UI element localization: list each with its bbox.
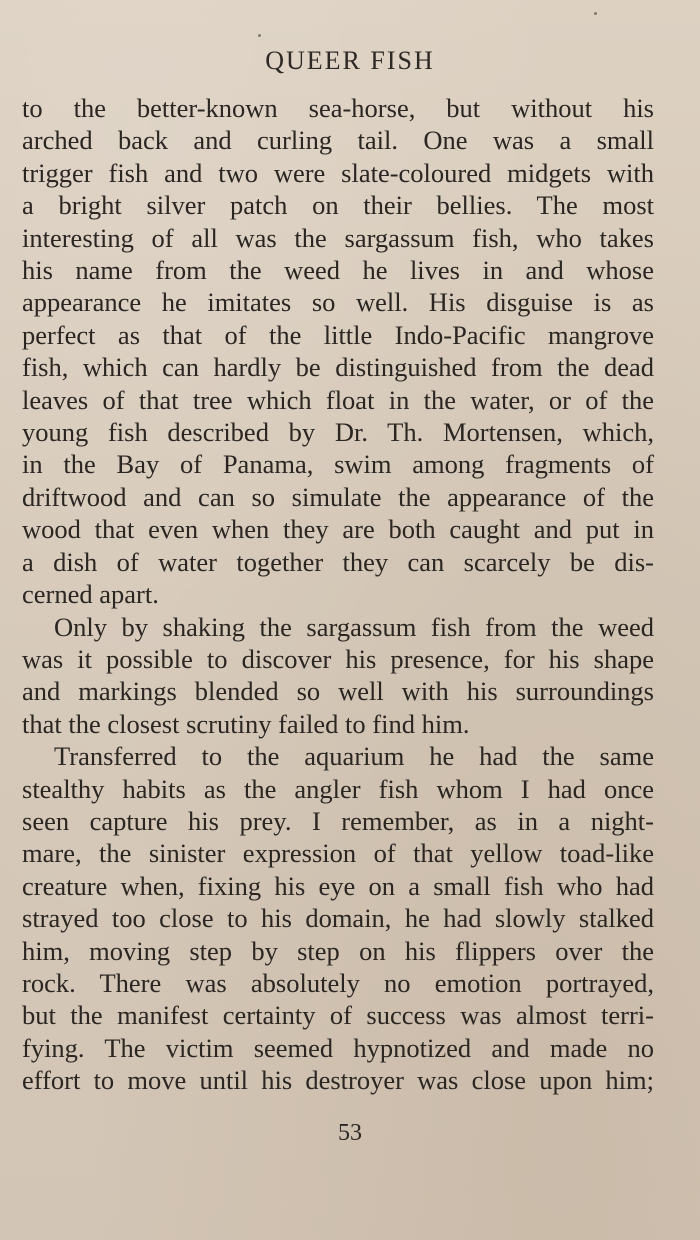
text-line: stealthy habits as the angler fish whom I had once (22, 773, 654, 804)
page-number: 53 (338, 1120, 362, 1146)
text-line: trigger fish and two were slate-coloured midgets with (22, 157, 654, 188)
body-text (22, 92, 654, 1097)
text-line: perfect as that of the little Indo-Pacific mangrove (22, 319, 654, 350)
text-line: Transferred to the aquarium he had the same (54, 741, 654, 772)
text-line: to the better-known sea-horse, but without his (22, 93, 654, 123)
text-line: him, moving step by step on his flippers over the (22, 935, 654, 966)
text-line: appearance he imitates so well. His disguise is as (22, 287, 654, 318)
text-line: strayed too close to his domain, he had slowly stalked (22, 903, 654, 934)
text-line: young fish described by Dr. Th. Mortensen, which, (22, 417, 654, 448)
text-line: seen capture his prey. I remember, as in a night- (22, 805, 654, 836)
text-line: a bright silver patch on their bellies. The most (22, 190, 654, 221)
text-line: driftwood and can so simulate the appearance of the (22, 481, 654, 512)
text-line: was it possible to discover his presence, for his shape (22, 643, 654, 674)
text-line: and markings blended so well with his surroundings (22, 676, 654, 707)
print-speck (594, 12, 597, 15)
text-line: effort to move until his destroyer was close upon him; (22, 1065, 654, 1096)
text-line: leaves of that tree which float in the water, or of the (22, 384, 654, 415)
running-head: QUEER FISH (265, 46, 435, 75)
text-line: Only by shaking the sargassum fish from the weed (54, 611, 654, 642)
text-line: but the manifest certainty of success was almost terri- (22, 1000, 654, 1031)
text-line: a dish of water together they can scarcely be dis- (22, 546, 654, 577)
text-line: fish, which can hardly be distinguished from the dead (22, 352, 654, 383)
text-line: cerned apart. (22, 579, 159, 610)
print-speck (258, 34, 261, 37)
text-line: fying. The victim seemed hypnotized and made no (22, 1032, 654, 1063)
text-line: creature when, fixing his eye on a small fish who had (22, 870, 654, 901)
text-line: his name from the weed he lives in and whose (22, 255, 654, 286)
text-line: wood that even when they are both caught and put in (22, 514, 654, 545)
text-line: arched back and curling tail. One was a small (22, 125, 654, 156)
text-line: mare, the sinister expression of that yellow toad-like (22, 838, 654, 869)
text-line: rock. There was absolutely no emotion portrayed, (22, 967, 654, 998)
text-line: in the Bay of Panama, swim among fragments of (22, 449, 654, 480)
text-line: that the closest scrutiny failed to find him. (22, 708, 470, 739)
text-line: interesting of all was the sargassum fish, who takes (22, 222, 654, 253)
